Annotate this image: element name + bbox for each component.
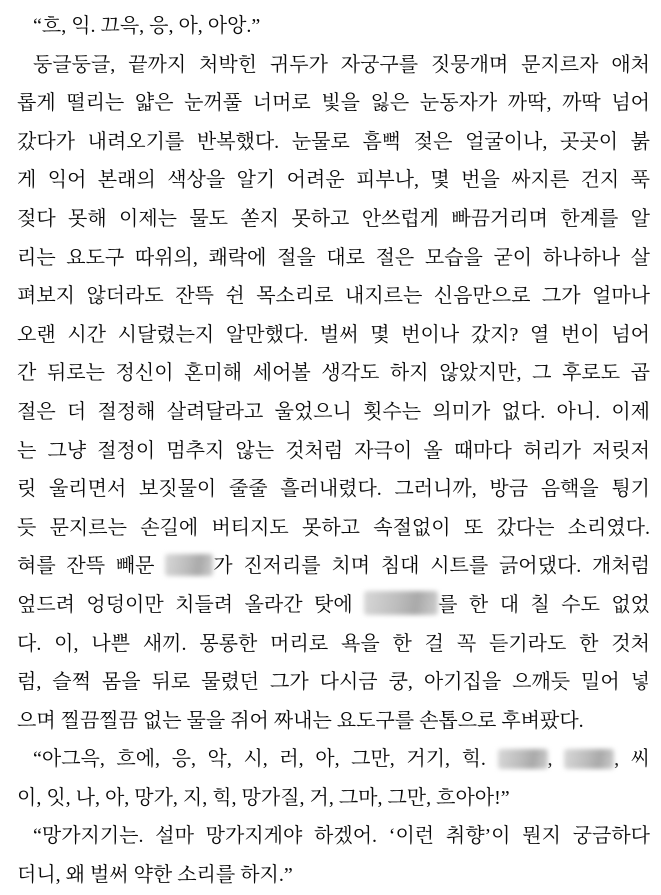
text-line xyxy=(17,46,650,85)
text-segment: 으며 찔끔찔끔 없는 물을 쥐어 짜내는 요도구를 손톱으로 후벼팠다. xyxy=(17,709,584,732)
text-segment: 엎드려 엉덩이만 치들려 올라간 탓에 xyxy=(17,593,365,616)
text-line xyxy=(17,200,650,239)
text-segment: “흐, 익. 끄윽, 응, 아, 아앙.” xyxy=(33,15,261,37)
text-segment: 릿 울리면서 보짓물이 줄줄 흘러내렸다. 그러니까, 방금 음핵을 튕기 xyxy=(17,478,650,501)
redacted-text xyxy=(364,591,438,615)
text-segment: 는 그냥 절정이 멈추지 않는 것처럼 자극이 올 때마다 허리가 저릿저 xyxy=(17,439,650,462)
paragraph xyxy=(17,817,650,894)
redacted-text xyxy=(165,554,213,576)
text-line xyxy=(17,161,650,200)
text-segment: 절은 더 절정해 살려달라고 울었으니 횟수는 의미가 없다. 아니. 이제 xyxy=(17,400,650,423)
text-segment: 갔다가 내려오기를 반복했다. 눈물로 흠뻑 젖은 얼굴이나, 곳곳이 붉 xyxy=(17,130,650,153)
text-segment: 혀를 잔뜩 빼문 xyxy=(17,555,166,578)
text-line xyxy=(17,316,650,355)
text-segment: , xyxy=(547,748,565,771)
text-line xyxy=(17,509,650,548)
text-line xyxy=(17,817,650,856)
text-segment: 이, 잇, 나, 아, 망가, 지, 힉, 망가질, 거, 그마, 그만, 흐아아!” xyxy=(17,786,510,809)
text-segment: , 씨 xyxy=(614,748,650,771)
text-line xyxy=(17,779,650,818)
text-segment: 가 진저리를 치며 침대 시트를 긁어댔다. 개처럼 xyxy=(213,555,650,578)
text-line xyxy=(17,393,650,432)
text-segment: 다. 이, 나쁜 새끼. 몽롱한 머리로 욕을 한 걸 꼭 듣기라도 한 것처 xyxy=(17,632,650,655)
text-line xyxy=(17,470,650,509)
text-line xyxy=(17,625,650,664)
text-segment: 더니, 왜 벌써 약한 소리를 하지.” xyxy=(17,864,293,887)
redacted-text xyxy=(498,749,548,769)
paragraph xyxy=(17,46,650,741)
text-segment: 롭게 떨리는 얇은 눈꺼풀 너머로 빛을 잃은 눈동자가 까딱, 까딱 넘어 xyxy=(17,92,650,115)
text-line xyxy=(17,547,650,586)
text-segment: 게 익어 본래의 색상을 알기 어려운 피부나, 몇 번을 싸지른 건지 푹 xyxy=(17,169,650,192)
paragraph xyxy=(17,740,650,817)
text-segment: 펴보지 않더라도 잔뜩 쉰 목소리로 내지르는 신음만으로 그가 얼마나 xyxy=(17,285,650,308)
text-segment: 듯 문지르는 손길에 버티지도 못하고 속절없이 또 갔다는 소리였다. xyxy=(17,516,650,539)
text-line xyxy=(17,7,650,46)
text-line xyxy=(17,856,650,895)
text-line xyxy=(17,277,650,316)
text-line xyxy=(17,432,650,471)
text-line xyxy=(17,740,650,779)
text-line xyxy=(17,239,650,278)
text-segment: 간 뒤로는 정신이 혼미해 세어볼 생각도 하지 않았지만, 그 후로도 곱 xyxy=(17,362,650,385)
text-segment: “망가지기는. 설마 망가지게야 하겠어. ‘이런 취향’이 뭔지 궁금하다 xyxy=(33,825,650,848)
text-segment: 럼, 슬쩍 몸을 뒤로 물렸던 그가 다시금 쿵, 아기집을 으깨듯 밀어 넣 xyxy=(17,671,650,694)
text-segment: 둥글둥글, 끝까지 처박힌 귀두가 자궁구를 짓뭉개며 문지르자 애처 xyxy=(33,53,650,76)
text-line xyxy=(17,123,650,162)
text-segment: 오랜 시간 시달렸는지 알만했다. 벌써 몇 번이나 갔지? 열 번이 넘어 xyxy=(17,323,650,346)
paragraph xyxy=(17,7,650,46)
text-segment: 를 한 대 칠 수도 없었 xyxy=(438,593,650,616)
text-segment: 리는 요도구 따위의, 쾌락에 절을 대로 절은 모습을 굳이 하나하나 살 xyxy=(17,246,650,269)
redacted-text xyxy=(564,749,614,769)
text-line xyxy=(17,354,650,393)
text-segment: “아그윽, 흐에, 응, 악, 시, 러, 아, 그만, 거기, 힉. xyxy=(33,748,498,771)
text-line xyxy=(17,586,650,625)
text-line xyxy=(17,702,650,741)
text-line xyxy=(17,84,650,123)
text-segment: 젖다 못해 이제는 물도 쏟지 못하고 안쓰럽게 빠끔거리며 한계를 알 xyxy=(17,207,650,230)
text-line xyxy=(17,663,650,702)
